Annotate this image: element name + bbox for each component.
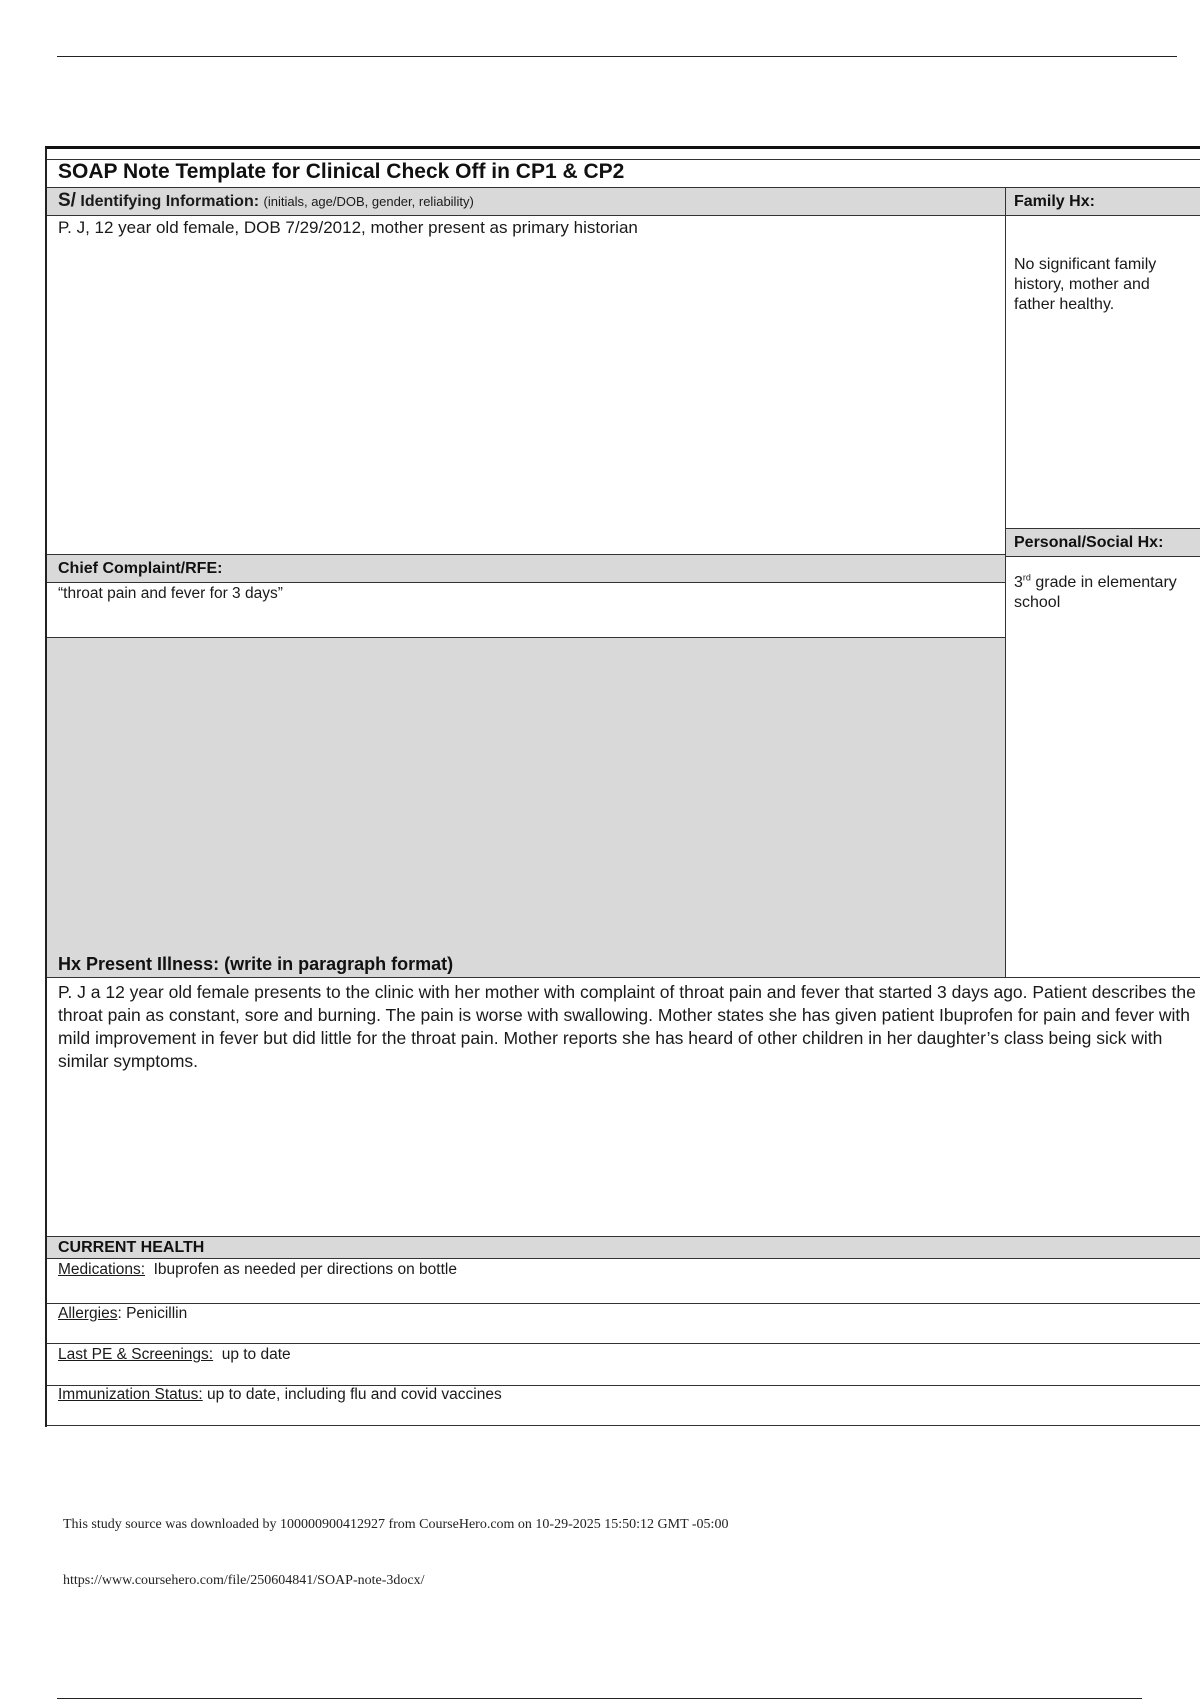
current-health-header-band <box>47 1236 1200 1258</box>
immunization-row <box>58 1386 502 1405</box>
subjective-marker: S/ <box>58 190 76 211</box>
chief-complaint-value: “throat pain and fever for 3 days” <box>58 585 283 602</box>
immunization-value: up to date, including flu and covid vaccines <box>202 1386 502 1403</box>
personal-social-hx-label: Personal/Social Hx: <box>1014 534 1164 551</box>
personal-social-bottom-rule <box>1005 556 1200 557</box>
immunization-label: Immunization Status: <box>58 1386 203 1403</box>
title-bottom-rule <box>47 187 1200 188</box>
identifying-value: P. J, 12 year old female, DOB 7/29/2012, mother present as primary historian <box>58 218 638 237</box>
identifying-header <box>58 190 474 213</box>
hpi-label: Hx Present Illness: (write in paragraph format) <box>58 954 454 974</box>
screenings-label: Last PE & Screenings: <box>58 1346 214 1363</box>
download-notice: This study source was downloaded by 100000900412927 from CourseHero.com on 10-29-2025 15:50:12 GMT -05:00 <box>63 1517 729 1532</box>
chief-complaint-label: Chief Complaint/RFE: <box>58 560 223 577</box>
footer-rule <box>57 1698 1142 1699</box>
hpi-header-bottom-rule <box>47 977 1200 978</box>
personal-social-hx-value: 3rd grade in elementary school <box>1014 572 1177 611</box>
allergies-bottom-rule <box>47 1343 1200 1344</box>
current-health-top-rule <box>47 1236 1200 1237</box>
current-health-label: CURRENT HEALTH <box>58 1239 205 1256</box>
screenings-row <box>58 1346 291 1365</box>
identifying-hint: (initials, age/DOB, gender, reliability) <box>263 194 474 209</box>
screenings-value: up to date <box>213 1346 291 1363</box>
current-health-header-rule <box>47 1258 1200 1259</box>
chief-complaint-top-rule <box>47 554 1005 555</box>
medications-value: Ibuprofen as needed per directions on bottle <box>145 1261 457 1278</box>
allergies-value: Penicillin <box>121 1305 188 1322</box>
chief-complaint-header-rule <box>47 582 1005 583</box>
medications-label: Medications: <box>58 1261 146 1278</box>
chief-complaint-bottom-rule <box>47 637 1005 638</box>
identifying-label: Identifying Information: <box>80 193 260 210</box>
allergies-row: Allergies: Penicillin <box>58 1305 188 1322</box>
hpi-header-band <box>47 637 1005 977</box>
identifying-header-bottom-rule <box>47 215 1200 216</box>
medications-row <box>58 1261 457 1280</box>
source-url[interactable]: https://www.coursehero.com/file/250604841/SOAP-note-3docx/ <box>63 1573 425 1588</box>
soap-note-form <box>45 146 1200 1427</box>
family-hx-label: Family Hx: <box>1014 193 1095 210</box>
personal-social-top-rule <box>1005 528 1200 529</box>
hpi-value: P. J a 12 year old female presents to the clinic with her mother with complaint of throat pain and fever that started 3 days ago. Patient describes the throat pain as constant, sore and burning. The pain is worse with swallowing. Mother states she has given patient Ibuprofen for pain and fever with mild improvement in fever but did little for the throat pain. Mother reports she has heard of other children in her daughter’s class being sick with similar symptoms. <box>58 982 1196 1071</box>
form-title: SOAP Note Template for Clinical Check Off in CP1 & CP2 <box>58 160 625 183</box>
allergies-label: Allergies <box>58 1305 118 1322</box>
family-hx-value: No significant family history, mother and father healthy. <box>1014 256 1157 313</box>
medications-bottom-rule <box>47 1303 1200 1304</box>
side-column-divider <box>1005 187 1006 977</box>
form-bottom-rule <box>47 1425 1200 1426</box>
header-rule <box>57 56 1177 57</box>
